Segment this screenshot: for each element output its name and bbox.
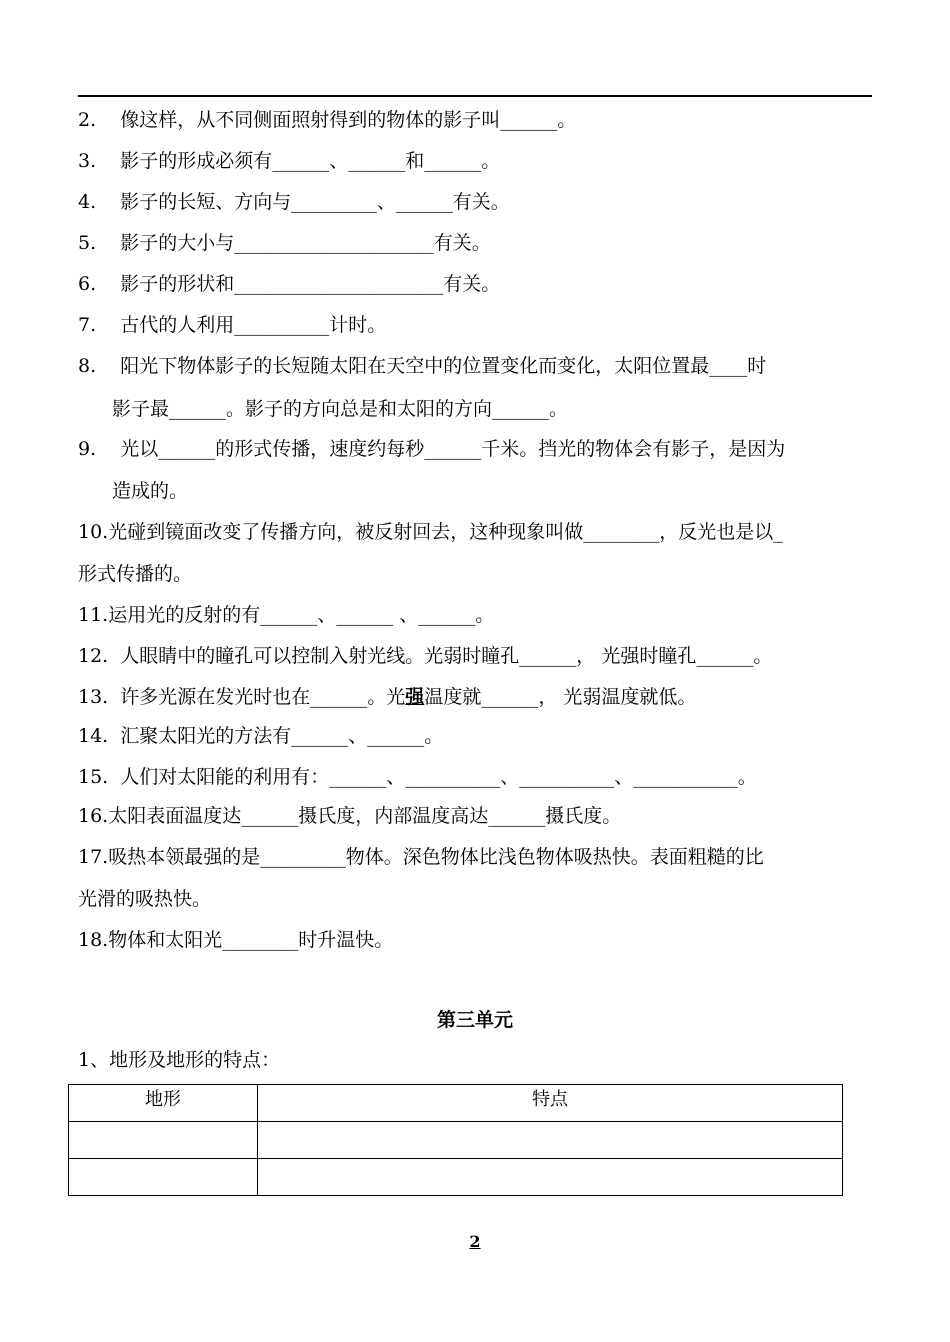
header-rule	[78, 95, 872, 97]
question-13-part2: 温度就______， 光弱温度就低。	[424, 686, 697, 708]
question-3: 3. 影子的形成必须有______、______和______。	[78, 150, 501, 172]
terrain-table	[68, 1084, 843, 1196]
question-13-emphasis: 强	[405, 686, 425, 708]
section-subtitle: 1、地形及地形的特点：	[78, 1049, 281, 1071]
question-17: 17.吸热本领最强的是_________物体。深色物体比浅色物体吸热快。表面粗糙的比	[78, 846, 764, 868]
question-9: 9. 光以______的形式传播，速度约每秒______千米。挡光的物体会有影子，是因为	[78, 438, 786, 460]
table-header-row	[69, 1085, 843, 1122]
question-10: 10.光碰到镜面改变了传播方向，被反射回去，这种现象叫做________，反光也是以_	[78, 521, 783, 543]
section-title: 第三单元	[436, 1009, 513, 1031]
table-cell[interactable]	[258, 1159, 843, 1196]
question-10-continued: 形式传播的。	[78, 563, 193, 585]
question-9-continued: 造成的。	[112, 480, 189, 502]
question-12: 12. 人眼睛中的瞳孔可以控制入射光线。光弱时瞳孔______， 光强时瞳孔______。	[78, 645, 773, 667]
question-16: 16.太阳表面温度达______摄氏度，内部温度高达______摄氏度。	[78, 805, 622, 827]
question-15: 15. 人们对太阳能的利用有：______、__________、__________、___________。	[78, 766, 757, 788]
table-row	[69, 1122, 843, 1159]
question-2: 2. 像这样，从不同侧面照射得到的物体的影子叫______。	[78, 109, 577, 131]
question-17-continued: 光滑的吸热快。	[78, 888, 212, 910]
question-6: 6. 影子的形状和______________________有关。	[78, 273, 501, 295]
question-8: 8. 阳光下物体影子的长短随太阳在天空中的位置变化而变化，太阳位置最____时	[78, 355, 767, 377]
question-4: 4. 影子的长短、方向与_________、______有关。	[78, 191, 510, 213]
question-13	[78, 685, 696, 709]
table-cell[interactable]	[69, 1159, 258, 1196]
question-8-continued: 影子最______。影子的方向总是和太阳的方向______。	[112, 398, 569, 420]
table-row	[69, 1159, 843, 1196]
table-cell[interactable]	[69, 1122, 258, 1159]
table-header-terrain: 地形	[69, 1085, 258, 1122]
page-number: 2	[469, 1232, 481, 1251]
table-header-features: 特点	[258, 1085, 843, 1122]
question-13-part1: 13. 许多光源在发光时也在______。光	[78, 686, 406, 708]
question-11: 11.运用光的反射的有______、______ 、______。	[78, 604, 495, 626]
question-18: 18.物体和太阳光________时升温快。	[78, 929, 394, 951]
question-7: 7. 古代的人利用__________计时。	[78, 314, 387, 336]
question-14: 14. 汇聚太阳光的方法有______、______。	[78, 725, 444, 747]
table-cell[interactable]	[258, 1122, 843, 1159]
question-5: 5. 影子的大小与_____________________有关。	[78, 232, 491, 254]
